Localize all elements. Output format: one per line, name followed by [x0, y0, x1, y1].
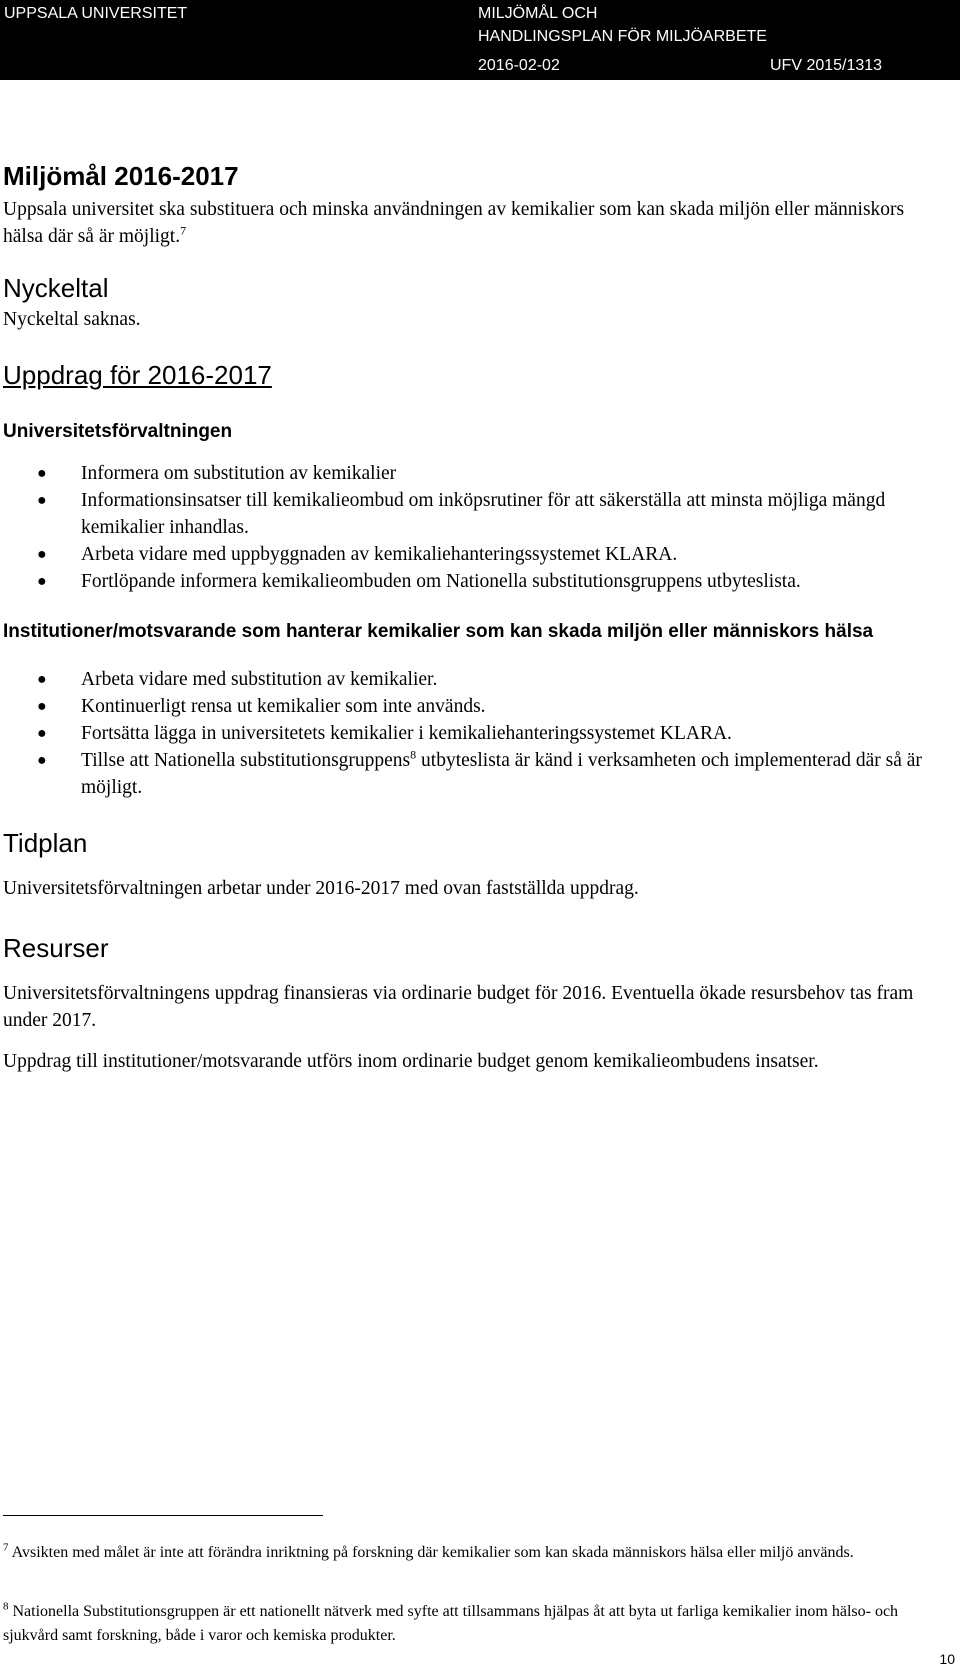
list-item: ● Fortlöpande informera kemikalieombuden om Nationella substitutionsgruppens utbyteslista. — [3, 568, 943, 595]
uppdrag-heading: Uppdrag för 2016-2017 — [3, 360, 272, 390]
page-body — [3, 160, 943, 1075]
resurser-text-2: Uppdrag till institutioner/motsvarande utförs inom ordinarie budget genom kemikalieombudens insatser. — [3, 1051, 819, 1072]
header-org: UPPSALA UNIVERSITET — [4, 5, 188, 22]
list-item: ● Informationsinsatser till kemikalieombud om inköpsrutiner för att säkerställa att minsta möjliga mängd kemikalier inhandlas. — [3, 487, 943, 541]
footnote-divider — [3, 1515, 323, 1516]
page-header — [0, 0, 960, 80]
list-item: ● Kontinuerligt rensa ut kemikalier som inte används. — [3, 693, 943, 720]
bullet-icon: ● — [37, 546, 47, 563]
tidplan-text: Universitetsförvaltningen arbetar under 2016-2017 med ovan fastställda uppdrag. — [3, 878, 639, 899]
inst-heading: Institutioner/motsvarande som hanterar kemikalier som kan skada miljön eller människors hälsa — [3, 621, 874, 642]
tidplan-heading: Tidplan — [3, 828, 88, 858]
bullet-icon: ● — [37, 698, 47, 715]
header-doc-title-2: HANDLINGSPLAN FÖR MILJÖARBETE — [478, 28, 767, 45]
unit-heading: Universitetsförvaltningen — [3, 421, 233, 442]
nyckeltal-text: Nyckeltal saknas. — [3, 309, 141, 330]
resurser-heading: Resurser — [3, 933, 109, 963]
bullet-icon: ● — [37, 752, 47, 769]
bullet-icon: ● — [37, 492, 47, 509]
list-item: ● Tillse att Nationella substitutionsgruppens$^8$ utbyteslista är känd i verksamheten och implementerad där så är möjligt. — [37, 747, 922, 798]
miljomal-text: Uppsala universitet ska substituera och minska användningen av kemikalier som kan skada miljön eller människors hälsa där så är möjligt.$^7$ — [3, 199, 905, 247]
resurser-text-1: Universitetsförvaltningens uppdrag finansieras via ordinarie budget för 2016. Eventuella ökade resursbehov tas fram under 2017. — [3, 983, 914, 1031]
inst-list — [3, 666, 943, 801]
nyckeltal-heading: Nyckeltal — [3, 273, 109, 303]
unit-list — [3, 460, 943, 595]
list-item: ● Fortsätta lägga in universitetets kemikalier i kemikaliehanteringssystemet KLARA. — [3, 720, 943, 747]
footnote-number: 7 — [3, 1541, 9, 1554]
bullet-icon: ● — [37, 725, 47, 742]
footnote-8: $^8$ Nationella Substitutionsgruppen är ett nationellt nätverk med syfte att tillsammans hjälpas åt att byta ut farliga kemikalier inom hälso- och sjukvård samt forskning, både i varor och kemiska produkter. — [3, 1600, 899, 1644]
list-item: ● Arbeta vidare med uppbyggnaden av kemikaliehanteringssystemet KLARA. — [3, 541, 943, 568]
list-item: ● Arbeta vidare med substitution av kemikalier. — [3, 666, 943, 693]
footnote-ref-7: 7 — [180, 223, 187, 238]
bullet-icon: ● — [37, 465, 47, 482]
bullet-icon: ● — [37, 573, 47, 590]
header-ref: UFV 2015/1313 — [770, 57, 883, 74]
miljomal-heading: Miljömål 2016-2017 — [3, 161, 239, 191]
page-number: 10 — [939, 1651, 955, 1667]
bullet-icon: ● — [37, 671, 47, 688]
header-doc-title-1: MILJÖMÅL OCH — [478, 5, 598, 22]
footnote-number: 8 — [3, 1600, 9, 1613]
list-item: ● Informera om substitution av kemikalier — [3, 460, 943, 487]
footnote-7: $^7$ Avsikten med målet är inte att förändra inriktning på forskning där kemikalier som kan skada människors hälsa eller miljö används. — [3, 1541, 854, 1561]
footnote-ref-8: 8 — [410, 747, 417, 762]
header-date: 2016-02-02 — [478, 57, 560, 74]
